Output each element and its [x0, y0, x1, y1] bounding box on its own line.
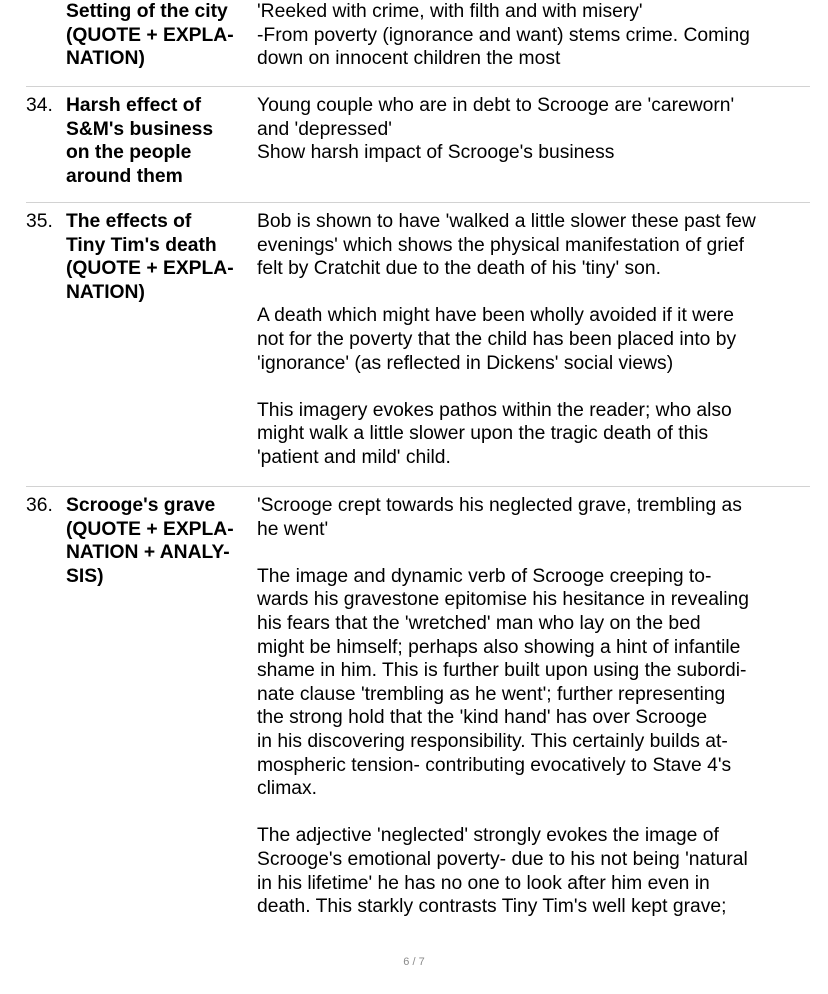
row-number [26, 0, 66, 86]
row-term: Scrooge's grave (QUOTE + EXPLA- NATION + ANALY- SIS) [66, 495, 234, 587]
table-row [26, 94, 810, 203]
row-description [257, 494, 810, 934]
paragraph: The image and dynamic verb of Scrooge creeping to- wards his gravestone epitomise his hesitance in revealing his fears that the 'wretched' man who lay on the bed might be himself; perhaps also showing a hint of infantile shame in him. This is further built upon using the subordi- nate clause 'trembling as he went'; further representing the strong hold that the 'kind hand' has over Scrooge in his discovering responsibility. This certainly builds at- mospheric tension- contributing evocatively to Stave 4's climax. [257, 565, 749, 800]
row-description [257, 210, 810, 486]
row-term: The effects of Tiny Tim's death (QUOTE + EXPLA- NATION) [66, 211, 234, 303]
page-indicator: 6 / 7 [403, 956, 425, 968]
row-number: 34. [26, 95, 53, 116]
paragraph: Bob is shown to have 'walked a little slower these past few evenings' which shows the physical manifestation of grief felt by Cratchit due to the death of his 'tiny' son. [257, 211, 756, 280]
row-description [257, 0, 810, 86]
paragraph: A death which might have been wholly avoided if it were not for the poverty that the child has been placed into by 'ignorance' (as reflected in Dickens' social views) [257, 305, 737, 374]
paragraph: 'Reeked with crime, with filth and with misery' -From poverty (ignorance and want) stems crime. Coming down on innocent children the most [257, 1, 750, 70]
row-number: 35. [26, 211, 53, 232]
table-row [26, 0, 810, 87]
paragraph: 'Scrooge crept towards his neglected grave, trembling as he went' [257, 495, 742, 540]
paragraph: This imagery evokes pathos within the reader; who also might walk a little slower upon the tragic death of this 'patient and mild' child. [257, 399, 732, 468]
paragraph: The adjective 'neglected' strongly evokes the image of Scrooge's emotional poverty- due to his not being 'natural in his lifetime' he has no one to look after him even in death. This starkly contrasts Tiny Tim's well kept grave; [257, 825, 748, 918]
row-description [257, 94, 810, 202]
row-number: 36. [26, 495, 53, 516]
table-row [26, 494, 810, 934]
row-term: Setting of the city (QUOTE + EXPLA- NATION) [66, 1, 234, 70]
row-term: Harsh effect of S&M's business on the people around them [66, 95, 214, 187]
paragraph: Young couple who are in debt to Scrooge are 'careworn' and 'depressed' Show harsh impact of Scrooge's business [257, 95, 735, 164]
table-row [26, 210, 810, 487]
